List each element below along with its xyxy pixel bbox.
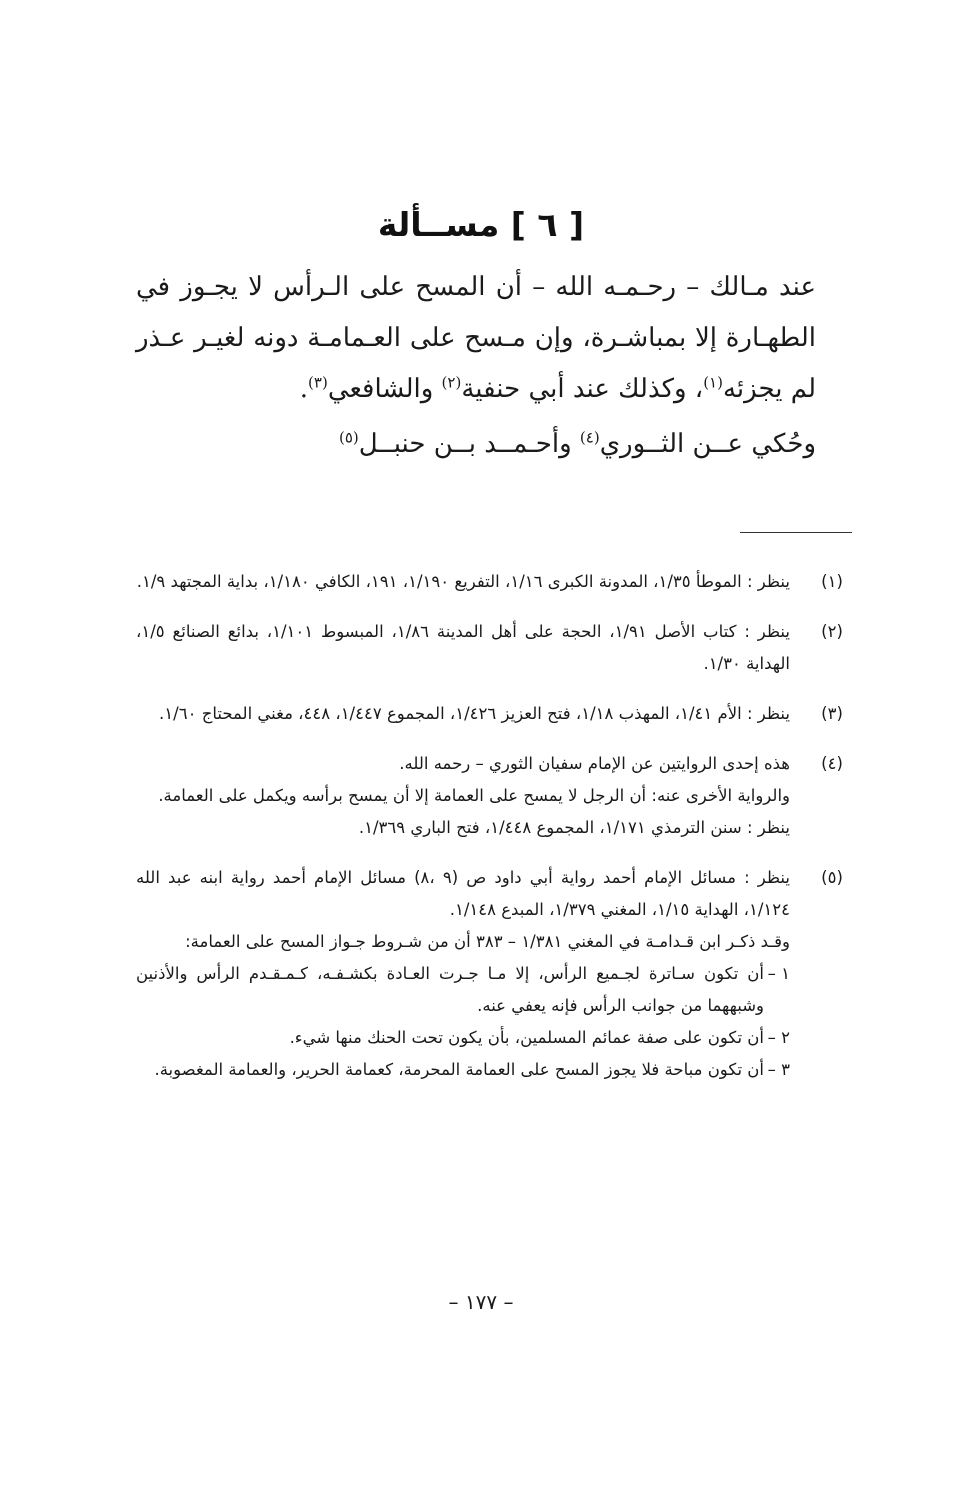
main-text-segment: . <box>299 374 309 404</box>
footnote-list-item <box>136 1054 790 1086</box>
footnote-text: والرواية الأخرى عنه: أن الرجل لا يمسح على العمامة إلا أن يمسح برأسه ويكمل على العمامة. <box>158 786 790 805</box>
footnote-4 <box>136 748 852 844</box>
footnote-3 <box>136 698 852 730</box>
footnote-1 <box>136 566 852 598</box>
footnote-number: (٢) <box>821 622 843 641</box>
footnote-number: (٥) <box>821 868 843 887</box>
list-item-text: أن تكون سـاترة لجـميع الرأس، إلا مـا جـرت العـادة بكشـفـه، كـمـقـدم الرأس والأذنين وشبههما من جوانب الرأس فإنه يعفي عنه. <box>136 964 764 1015</box>
footnote-separator <box>740 532 852 533</box>
footnote-text: وقـد ذكـر ابن قـدامـة في المغني ١/٣٨١ – ٣٨٣ أن من شـروط جـواز المسح على العمامة: <box>185 932 790 951</box>
list-item-text: أن تكون على صفة عمائم المسلمين، بأن يكون تحت الحنك منها شيء. <box>289 1028 764 1047</box>
footnote-ref-5[interactable]: (٥) <box>339 428 359 447</box>
main-text-segment: وحُكي عــن الثــوري <box>599 429 816 459</box>
footnote-ref-1[interactable]: (١) <box>703 373 723 392</box>
list-item-number: ١ – <box>767 964 790 983</box>
main-text-segment: عند مـالك – رحـمـه الله – أن المسح على الـرأس لا يجـوز في الطهـارة إلا بمباشـرة، وإن مـسح على العـمامـة دونه لغيـر عـذر لم يجزئه <box>136 272 816 404</box>
footnote-ref-2[interactable]: (٢) <box>441 373 462 392</box>
list-item-number: ٢ – <box>767 1028 790 1047</box>
footnote-2 <box>136 616 852 680</box>
footnote-text: ينظر : كتاب الأصل ١/٩١، الحجة على أهل المدينة ١/٨٦، المبسوط ١/١٠١، بدائع الصنائع ١/٥، الهداية ١/٣٠. <box>136 622 790 673</box>
main-text-segment: ، وكذلك عند أبي حنفية <box>461 374 704 404</box>
main-paragraph-1 <box>136 262 816 415</box>
footnote-ref-4[interactable]: (٤) <box>579 428 600 447</box>
footnote-list-item <box>136 958 790 1022</box>
footnote-text: هذه إحدى الروايتين عن الإمام سفيان الثوري – رحمه الله. <box>399 754 790 773</box>
list-item-text: أن تكون مباحة فلا يجوز المسح على العمامة المحرمة، كعمامة الحرير، والعمامة المغصوبة. <box>154 1060 764 1079</box>
list-item-number: ٣ – <box>767 1060 790 1079</box>
footnote-text: ينظر : مسائل الإمام أحمد رواية أبي داود ص (٩ ،٨) مسائل الإمام أحمد رواية ابنه عبد الله ١/١٢٤، الهداية ١/١٥، المغني ١/٣٧٩، المبدع ١/١٤٨. <box>136 868 791 919</box>
footnote-text: ينظر : سنن الترمذي ١/١٧١، المجموع ١/٤٤٨، فتح الباري ١/٣٦٩. <box>358 818 790 837</box>
footnote-ref-3[interactable]: (٣) <box>308 373 328 392</box>
footnote-text: ينظر : الأم ١/٤١، المهذب ١/١٨، فتح العزيز ١/٤٢٦، المجموع ١/٤٤٧، ٤٤٨، مغني المحتاج ١/٦٠. <box>159 704 790 723</box>
footnote-text: ينظر : الموطأ ١/٣٥، المدونة الكبرى ١/١٦، التفريع ١/١٩٠، ١٩١، الكافي ١/١٨٠، بداية المجتهد ١/٩. <box>136 572 790 591</box>
section-heading: [ ٦ ] مســألة <box>377 205 585 244</box>
footnote-5 <box>136 862 852 1086</box>
footnotes <box>136 566 852 1104</box>
page-number: – ١٧٧ – <box>448 1290 514 1314</box>
footnote-number: (١) <box>821 572 843 591</box>
footnote-number: (٣) <box>821 704 843 723</box>
main-text-segment: وأحـمــد بــن حنبــل <box>358 429 580 459</box>
main-text <box>136 262 816 470</box>
footnote-number: (٤) <box>821 754 843 773</box>
main-text-segment: والشافعي <box>327 374 442 404</box>
footnote-list-item <box>136 1022 790 1054</box>
main-paragraph-2 <box>136 419 816 470</box>
